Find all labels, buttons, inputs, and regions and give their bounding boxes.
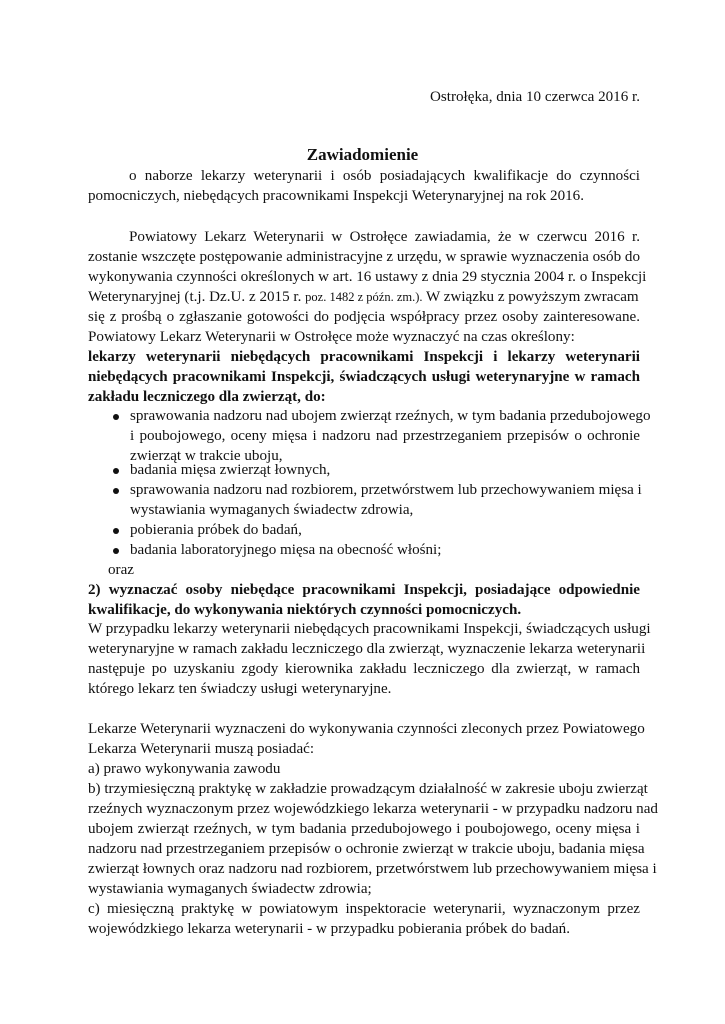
bold-block-line-1: lekarzy weterynarii niebędących pracownikami Inspekcji i lekarzy weterynarii <box>88 349 640 365</box>
subtitle-line-1: o naborze lekarzy weterynarii i osób posiadających kwalifikacje do czynności <box>129 168 640 184</box>
para1-line-1: Powiatowy Lekarz Weterynarii w Ostrołęce zawiadamia, że w czerwcu 2016 r. <box>129 229 640 245</box>
para3-item-b-line-2: rzeźnych wyznaczonym przez wojewódzkiego lekarza weterynarii - w przypadku nadzoru nad <box>88 801 658 817</box>
bullet-1-line-1: sprawowania nadzoru nad ubojem zwierząt rzeźnych, w tym badania przedubojowego <box>130 408 651 424</box>
subtitle-line-2: pomocniczych, niebędących pracownikami Inspekcji Weterynaryjnej na rok 2016. <box>88 188 585 204</box>
bullet-3-line-1: sprawowania nadzoru nad rozbiorem, przetwórstwem lub przechowywaniem mięsa i <box>130 482 642 498</box>
bullet-1-line-2: i poubojowego, oceny mięsa i nadzoru nad przestrzeganiem przepisów o ochronie <box>130 428 640 444</box>
bullet-1-line-3: zwierząt w trakcie uboju, <box>130 448 283 464</box>
bold-block-line-3: zakładu leczniczego dla zwierząt, do: <box>88 389 326 405</box>
bullet-icon <box>113 468 119 474</box>
para3-item-b-line-1: b) trzymiesięczną praktykę w zakładzie prowadzącym działalność w zakresie uboju zwierząt <box>88 781 648 797</box>
point2-line-2: kwalifikacje, do wykonywania niektórych czynności pomocniczych. <box>88 602 522 618</box>
para2-line-3: następuje po uzyskaniu zgody kierownika zakładu leczniczego dla zwierząt, w ramach <box>88 661 640 677</box>
point2-line-1: 2) wyznaczać osoby niebędące pracownikami Inspekcji, posiadające odpowiednie <box>88 582 640 598</box>
para1-line-5: się z prośbą o zgłaszanie gotowości do podjęcia współpracy przez osoby zainteresowane. <box>88 309 640 325</box>
para3-item-b-line-4: nadzoru nad przestrzeganiem przepisów o ochronie zwierząt w trakcie uboju, badania mięsa <box>88 841 645 857</box>
bullet-3-line-2: wystawiania wymaganych świadectw zdrowia, <box>130 502 414 518</box>
para3-item-b-line-3: ubojem zwierząt rzeźnych, w tym badania przedubojowego i poubojowego, oceny mięsa i <box>88 821 640 837</box>
para1-line-4 <box>88 288 640 308</box>
para1-line-4-b: poz. 1482 z późn. zm.). <box>305 290 423 304</box>
para3-item-a: a) prawo wykonywania zawodu <box>88 761 281 777</box>
document-title: Zawiadomienie <box>306 145 419 164</box>
bullet-icon <box>113 488 119 494</box>
bullet-4-line-1: pobierania próbek do badań, <box>130 522 302 538</box>
bullet-icon <box>113 528 119 534</box>
para1-line-4-c: W związku z powyższym zwracam <box>426 289 639 305</box>
para3-line-1: Lekarze Weterynarii wyznaczeni do wykonywania czynności zleconych przez Powiatowego <box>88 721 645 737</box>
bullet-2-line-1: badania mięsa zwierząt łownych, <box>130 462 331 478</box>
para1-line-3: wykonywania czynności określonych w art. 16 ustawy z dnia 29 stycznia 2004 r. o Inspekcji <box>88 269 647 285</box>
para3-item-b-line-6: wystawiania wymaganych świadectw zdrowia; <box>88 881 372 897</box>
bullet-icon <box>113 414 119 420</box>
bold-block-line-2: niebędących pracownikami Inspekcji, świadczących usługi weterynaryjne w ramach <box>88 369 640 385</box>
para2-line-2: weterynaryjne w ramach zakładu leczniczego dla zwierząt, wyznaczenie lekarza weterynarii <box>88 641 646 657</box>
para1-line-2: zostanie wszczęte postępowanie administracyjne z urzędu, w sprawie wyznaczenia osób do <box>88 249 640 265</box>
para1-line-6: Powiatowy Lekarz Weterynarii w Ostrołęce może wyznaczyć na czas określony: <box>88 329 575 345</box>
para1-line-4-a: Weterynaryjnej (t.j. Dz.U. z 2015 r. <box>88 289 302 305</box>
para2-line-1: W przypadku lekarzy weterynarii niebędących pracownikami Inspekcji, świadczących usługi <box>88 621 651 637</box>
bullet-5-line-1: badania laboratoryjnego mięsa na obecność włośni; <box>130 542 442 558</box>
bullet-icon <box>113 548 119 554</box>
para3-item-b-line-5: zwierząt łownych oraz nadzoru nad rozbiorem, przetwórstwem lub przechowywaniem mięsa i <box>88 861 657 877</box>
para3-item-c-line-1: c) miesięczną praktykę w powiatowym inspektoracie weterynarii, wyznaczonym przez <box>88 901 640 917</box>
para2-line-4: którego lekarz ten świadczy usługi weterynaryjne. <box>88 681 392 697</box>
para3-item-c-line-2: wojewódzkiego lekarza weterynarii - w przypadku pobierania próbek do badań. <box>88 921 570 937</box>
place-date: Ostrołęka, dnia 10 czerwca 2016 r. <box>430 89 640 105</box>
oraz-text: oraz <box>108 562 134 578</box>
para3-line-2: Lekarza Weterynarii muszą posiadać: <box>88 741 315 757</box>
